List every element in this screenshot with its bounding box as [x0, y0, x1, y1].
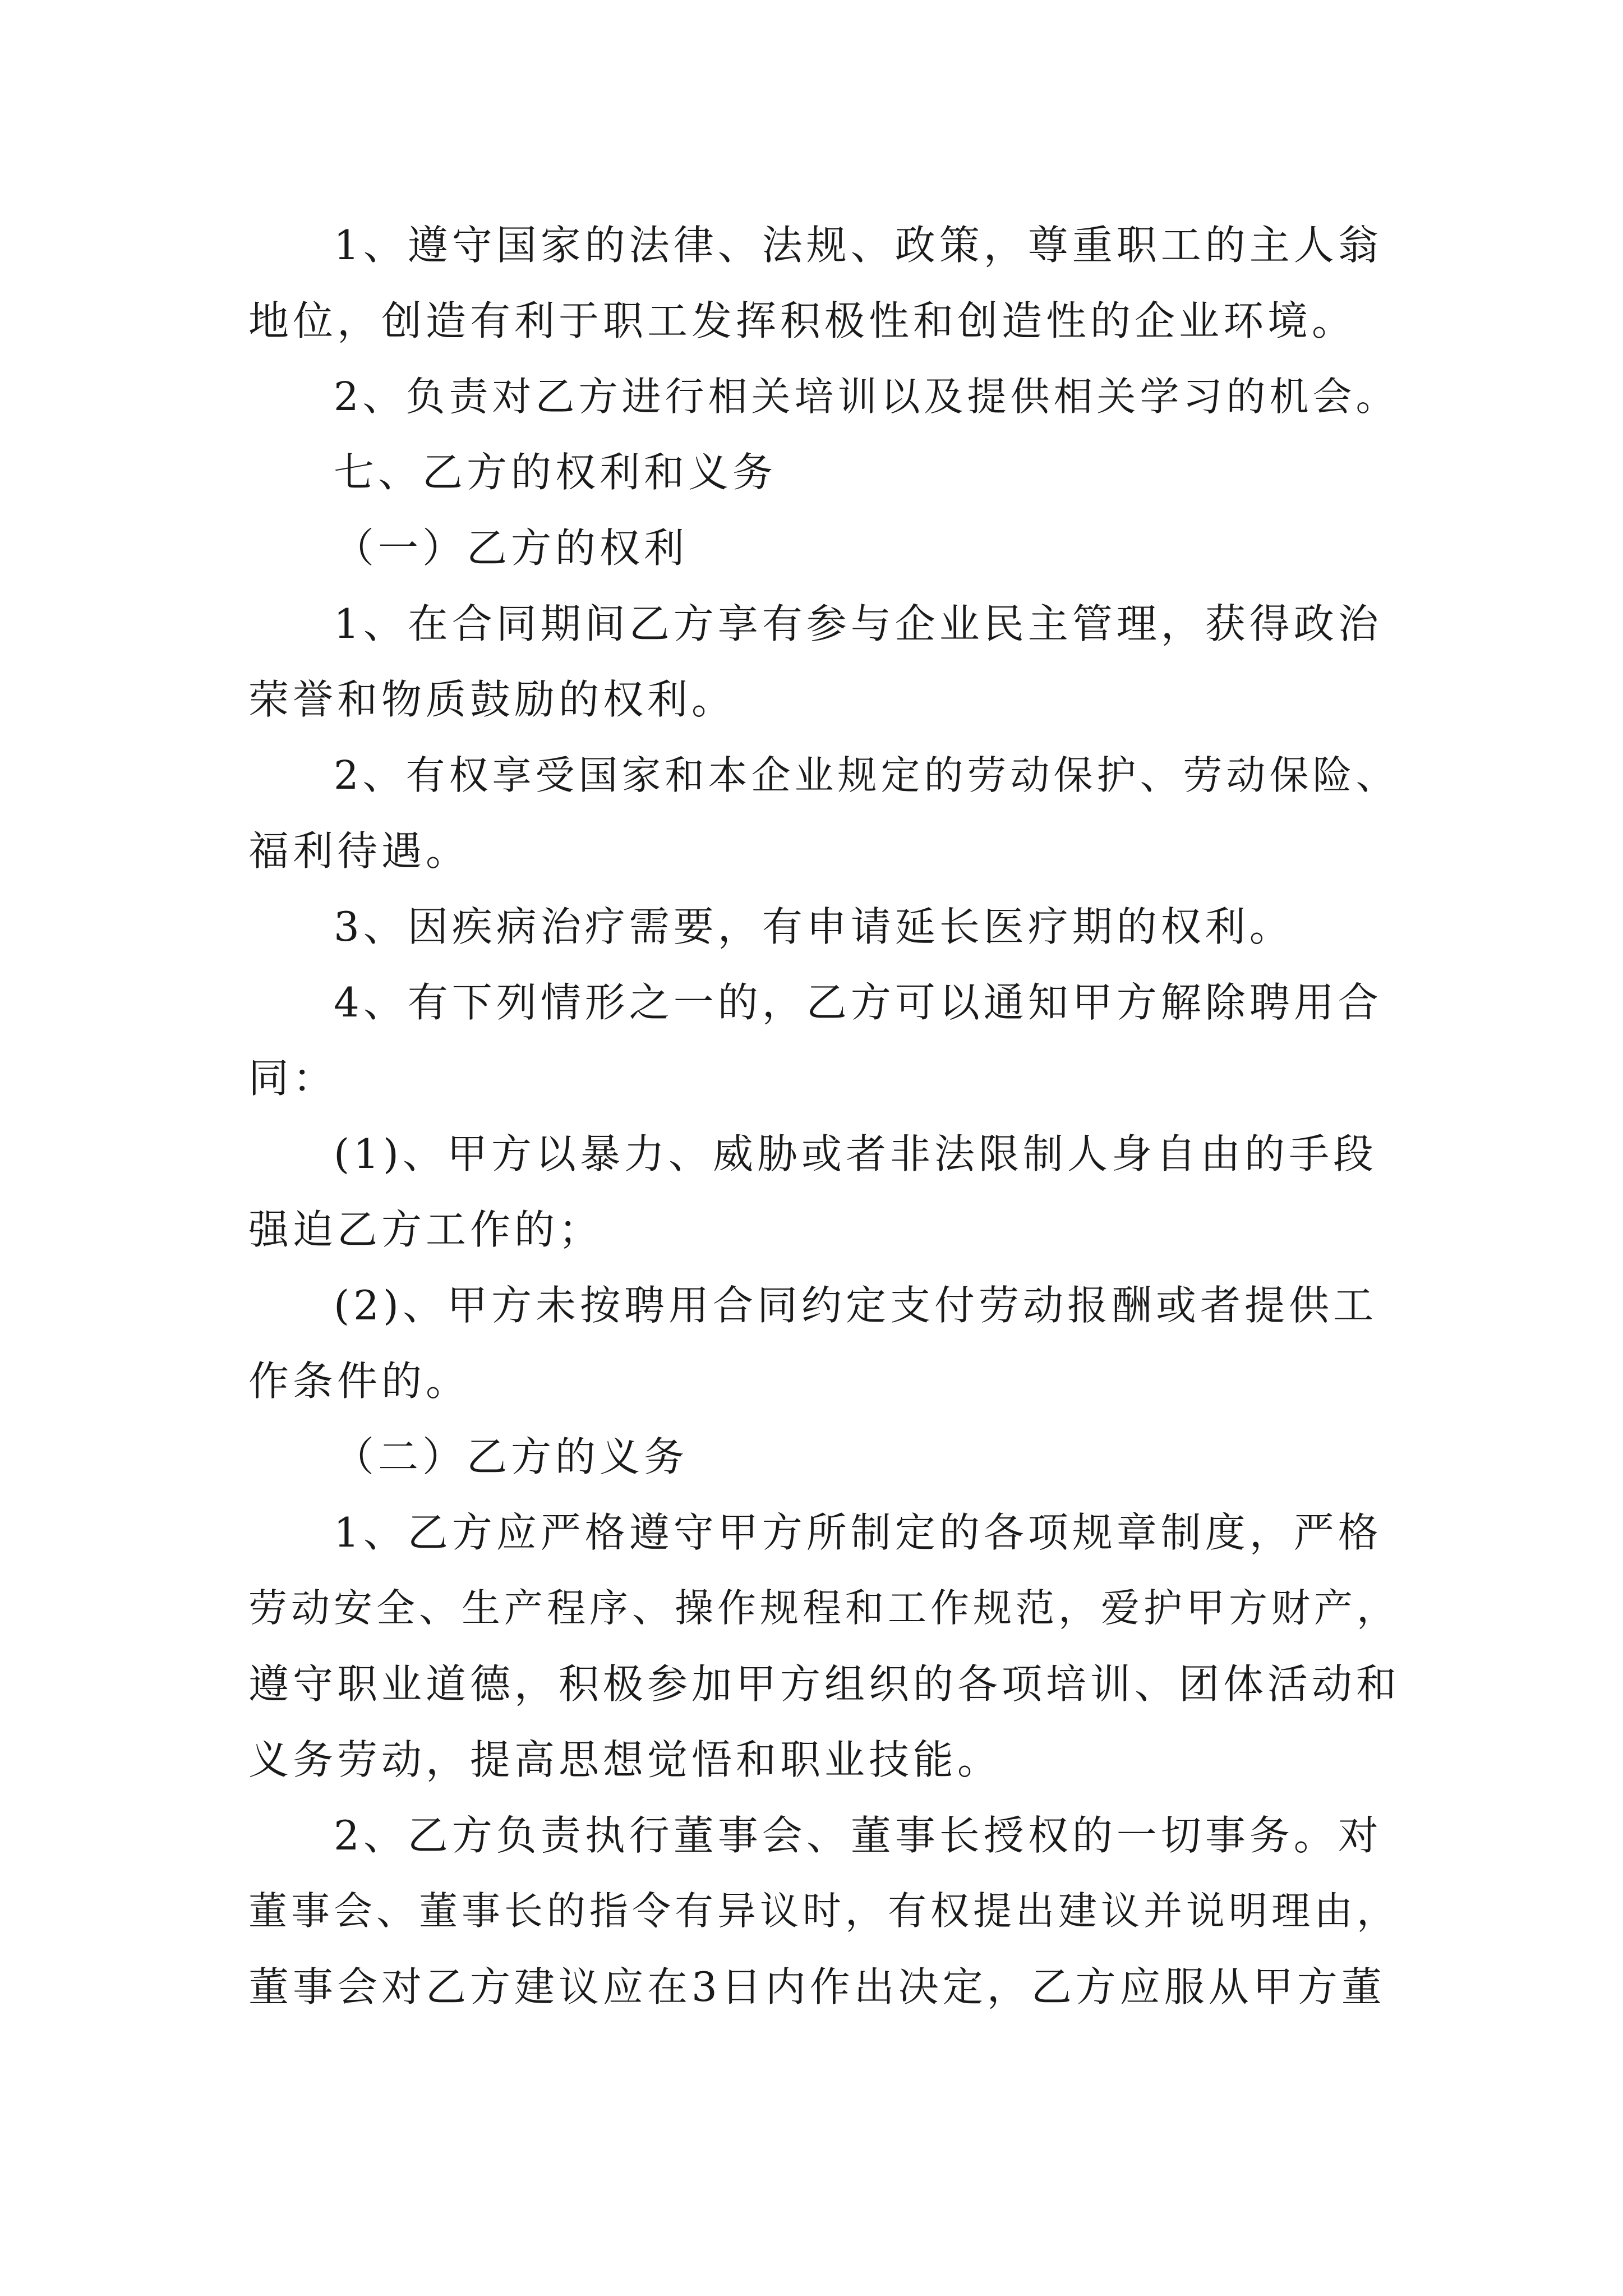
- text-line: 地位，创造有利于职工发挥积极性和创造性的企业环境。: [248, 297, 1357, 344]
- text-line: 1、遵守国家的法律、法规、政策，尊重职工的主人翁: [334, 222, 1382, 269]
- text-line: 强迫乙方工作的；: [248, 1206, 603, 1253]
- subsection-heading: （一）乙方的权利: [334, 524, 689, 572]
- text-line: 2、乙方负责执行董事会、董事长授权的一切事务。对: [334, 1812, 1382, 1859]
- text-line: 董事会对乙方建议应在3日内作出决定，乙方应服从甲方董: [248, 1963, 1386, 2010]
- text-line: 1、乙方应严格遵守甲方所制定的各项规章制度，严格: [334, 1509, 1382, 1556]
- text-line: 同：: [248, 1055, 338, 1102]
- text-line: (1)、甲方以暴力、威胁或者非法限制人身自由的手段: [334, 1130, 1377, 1177]
- text-line: 劳动安全、生产程序、操作规程和工作规范，爱护甲方财产，: [248, 1586, 1399, 1631]
- text-line: 1、在合同期间乙方享有参与企业民主管理，获得政治: [334, 600, 1382, 647]
- text-line: (2)、甲方未按聘用合同约定支付劳动报酬或者提供工: [334, 1282, 1377, 1329]
- text-line: 遵守职业道德，积极参加甲方组织的各项培训、团体活动和: [248, 1660, 1401, 1708]
- text-line: 2、负责对乙方进行相关培训以及提供相关学习的机会。: [334, 374, 1399, 420]
- text-line: 荣誉和物质鼓励的权利。: [248, 676, 736, 723]
- text-line: 义务劳动，提高思想觉悟和职业技能。: [248, 1736, 1002, 1783]
- subsection-heading: （二）乙方的义务: [334, 1433, 689, 1480]
- text-line: 作条件的。: [248, 1358, 471, 1405]
- text-line: 4、有下列情形之一的，乙方可以通知甲方解除聘用合: [334, 979, 1382, 1026]
- text-line: 2、有权享受国家和本企业规定的劳动保护、劳动保险、: [334, 752, 1399, 798]
- text-line: 福利待遇。: [248, 827, 471, 875]
- text-line: 3、因疾病治疗需要，有申请延长医疗期的权利。: [334, 903, 1294, 950]
- section-heading: 七、乙方的权利和义务: [334, 449, 777, 496]
- text-line: 董事会、董事长的指令有异议时，有权提出建议并说明理由，: [248, 1889, 1399, 1934]
